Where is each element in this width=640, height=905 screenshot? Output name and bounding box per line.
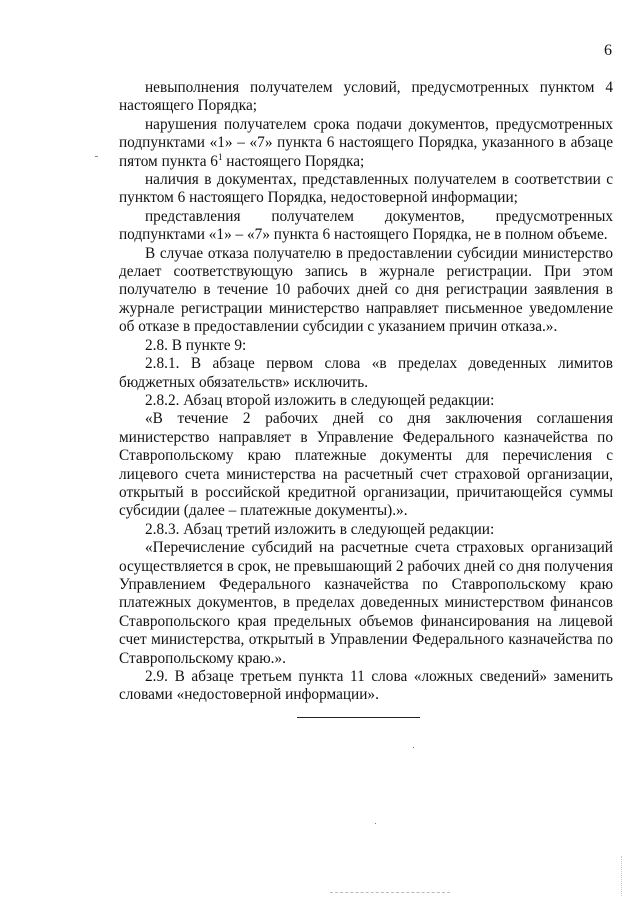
scan-speck — [375, 823, 376, 824]
paragraph-section-2-8: 2.8. В пункте 9: — [145, 336, 247, 354]
paragraph-section-2-9: 2.9. В абзаце третьем пункта 11 слова «ложных сведений» заменить словами «недостоверной информации». — [119, 668, 613, 704]
margin-mark — [95, 156, 98, 157]
closing-divider-line — [297, 717, 420, 718]
paragraph-refusal-procedure: В случае отказа получателю в предоставлении субсидии министерство делает соответствующую запись в журнале регистрации. При этом получателю в течение 10 рабочих дней со дня регистрации заявления в журнале регистрации министерство направляет письменное уведомление об отказе в предоставлении субсидии с указанием причин отказа.». — [119, 244, 613, 336]
paragraph-condition-failure: невыполнения получателем условий, предусмотренных пунктом 4 настоящего Порядка; — [119, 79, 613, 115]
document-body — [119, 79, 613, 705]
paragraph-section-2-8-2: 2.8.2. Абзац второй изложить в следующей редакции: — [145, 391, 495, 409]
paragraph-section-2-8-1: 2.8.1. В абзаце первом слова «в пределах доведенных лимитов бюджетных обязательств» исключить. — [119, 355, 613, 391]
paragraph-false-information: наличия в документах, представленных получателем в соответствии с пунктом 6 настоящего Порядка, недостоверной информации; — [119, 171, 613, 207]
scan-artifact-bottom — [330, 892, 450, 893]
page-number: 6 — [604, 42, 612, 59]
superscript-index: 1 — [217, 151, 223, 162]
paragraph-deadline-violation-tail: настоящего Порядка; — [222, 152, 365, 170]
scan-artifact-right — [621, 856, 622, 896]
paragraph-payment-documents: «В течение 2 рабочих дней со дня заключения соглашения министерство направляет в Управление Федерального казначейства по Ставропольскому краю платежные документы для перечисления с лицевого счета министерства на расчетный счет страховой организации, открытый в российской кредитной организации, причитающейся суммы субсидии (далее – платежные документы).». — [119, 410, 613, 520]
paragraph-incomplete-documents: представления получателем документов, предусмотренных подпунктами «1» – «7» пункта 6 настоящего Порядка, не в полном объеме. — [119, 207, 613, 244]
scan-speck — [413, 747, 414, 748]
paragraph-section-2-8-3: 2.8.3. Абзац третий изложить в следующей редакции: — [145, 520, 495, 538]
paragraph-deadline-violation — [119, 116, 613, 171]
paragraph-deadline-violation-text: нарушения получателем срока подачи документов, предусмотренных подпунктами «1» – «7» пункта 6 настоящего Порядка, указанного в абзаце пятом пункта 6 — [119, 115, 613, 170]
paragraph-subsidy-transfer: «Перечисление субсидий на расчетные счета страховых организаций осуществляется в срок, не превышающий 2 рабочих дней со дня получения Управлением Федерального казначейства по Ставропольскому краю платежных документов, в пределах доведенных министерством финансов Ставропольского края предельных объемов финансирования на лицевой счет министерства, открытый в Управлении Федерального казначейства по Ставропольскому краю.». — [119, 539, 613, 667]
